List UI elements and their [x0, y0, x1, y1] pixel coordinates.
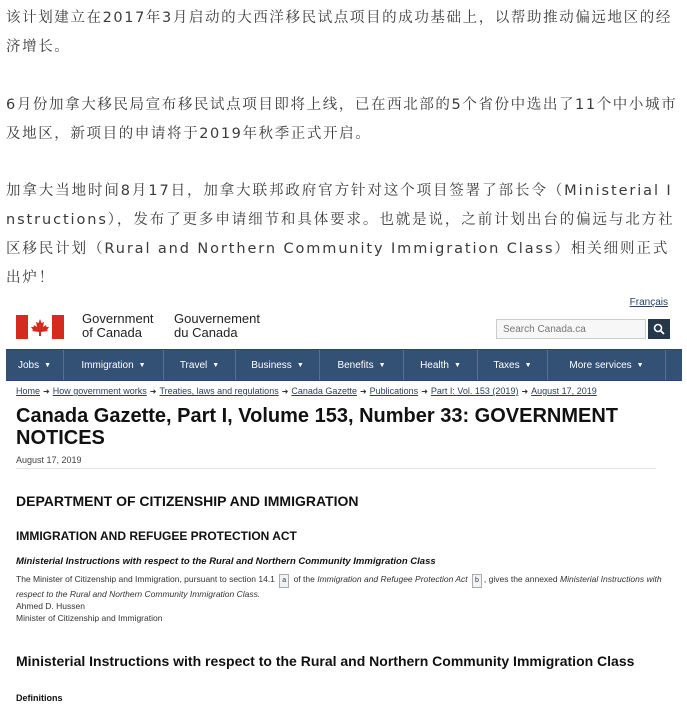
breadcrumb-link[interactable]: Home — [16, 386, 41, 396]
divider — [16, 468, 656, 469]
signatory-name: Ahmed D. Hussen — [16, 601, 85, 611]
chevron-down-icon: ▼ — [44, 361, 52, 369]
chevron-down-icon: ▼ — [453, 361, 461, 369]
article-text — [0, 0, 687, 293]
menu-item-travel[interactable]: Travel ▼ — [164, 350, 236, 380]
breadcrumb-arrow-icon: ➜ — [421, 387, 428, 396]
menu-item-benefits[interactable]: Benefits ▼ — [320, 350, 404, 380]
menu-item-more-services[interactable]: More services ▼ — [548, 350, 666, 380]
notice-body: The Minister of Citizenship and Immigration, pursuant to section 14.1 a of the Immigration and Refugee Protection Act b , gives the annexed Ministerial Instructions with respect to the Rural and Northern Community Immigration Class. — [16, 574, 662, 599]
chevron-down-icon: ▼ — [524, 361, 532, 369]
paragraph-2: 6月份加拿大移民局宣布移民试点项目即将上线，已在西北部的5个省份中选出了11个中小城市及地区，新项目的申请将于2019年秋季正式开启。 — [6, 97, 678, 142]
breadcrumb-link[interactable]: How government works — [52, 386, 147, 396]
breadcrumb-link[interactable]: August 17, 2019 — [531, 386, 597, 396]
instructions-subheading: Ministerial Instructions with respect to the Rural and Northern Community Immigration Class — [16, 556, 436, 567]
paragraph-1: 该计划建立在2017年3月启动的大西洋移民试点项目的成功基础上，以帮助推动偏远地区的经济增长。 — [6, 10, 672, 55]
publication-date: August 17, 2019 — [16, 455, 82, 465]
chevron-down-icon: ▼ — [296, 361, 304, 369]
definitions-heading: Definitions — [16, 693, 63, 703]
menu-item-taxes[interactable]: Taxes ▼ — [478, 350, 548, 380]
government-of-canada-wordmark-en: Government of Canada — [82, 311, 154, 340]
breadcrumb-arrow-icon: ➜ — [149, 387, 157, 396]
breadcrumb — [16, 386, 597, 396]
government-of-canada-wordmark-fr: Gouvernement du Canada — [174, 311, 260, 340]
breadcrumb-arrow-icon: ➜ — [281, 387, 289, 396]
canada-gazette-screenshot — [6, 293, 682, 719]
menu-item-immigration[interactable]: Immigration ▼ — [64, 350, 164, 380]
breadcrumb-arrow-icon: ➜ — [43, 387, 50, 396]
signatory-title: Minister of Citizenship and Immigration — [16, 613, 163, 623]
breadcrumb-link[interactable]: Treaties, laws and regulations — [159, 386, 279, 396]
department-heading: DEPARTMENT OF CITIZENSHIP AND IMMIGRATION — [16, 493, 359, 509]
paragraph-3: 加拿大当地时间8月17日，加拿大联邦政府官方针对这个项目签署了部长令（Ministerial Instructions），发布了更多申请细节和具体要求。也就是说，之前计划出台的偏远与北方社区移民计划（Rural and Northern Community Immigration Class）相关细则正式出炉！ — [6, 183, 675, 286]
breadcrumb-arrow-icon: ➜ — [521, 387, 529, 396]
breadcrumb-link[interactable]: Part I: Vol. 153 (2019) — [430, 386, 519, 396]
footnote-b-link[interactable]: b — [472, 574, 482, 588]
language-toggle-link[interactable]: Français — [629, 297, 668, 308]
search-input[interactable]: Search Canada.ca — [496, 319, 646, 339]
canada-flag-icon — [16, 315, 64, 339]
main-menu — [6, 349, 682, 381]
chevron-down-icon: ▼ — [378, 361, 386, 369]
menu-item-health[interactable]: Health ▼ — [404, 350, 478, 380]
search-button[interactable] — [648, 319, 670, 339]
footnote-a-link[interactable]: a — [279, 574, 289, 588]
chevron-down-icon: ▼ — [212, 361, 220, 369]
breadcrumb-link[interactable]: Canada Gazette — [291, 386, 357, 396]
menu-item-business[interactable]: Business ▼ — [236, 350, 320, 380]
page-title: Canada Gazette, Part I, Volume 153, Number 33: GOVERNMENT NOTICES — [16, 405, 619, 449]
section-heading: Ministerial Instructions with respect to the Rural and Northern Community Immigration Class — [16, 653, 635, 669]
breadcrumb-link[interactable]: Publications — [369, 386, 419, 396]
act-heading: IMMIGRATION AND REFUGEE PROTECTION ACT — [16, 529, 297, 543]
breadcrumb-arrow-icon: ➜ — [359, 387, 367, 396]
chevron-down-icon: ▼ — [138, 361, 146, 369]
menu-item-jobs[interactable]: Jobs ▼ — [6, 350, 64, 380]
search-icon — [653, 323, 665, 335]
chevron-down-icon: ▼ — [636, 361, 644, 369]
